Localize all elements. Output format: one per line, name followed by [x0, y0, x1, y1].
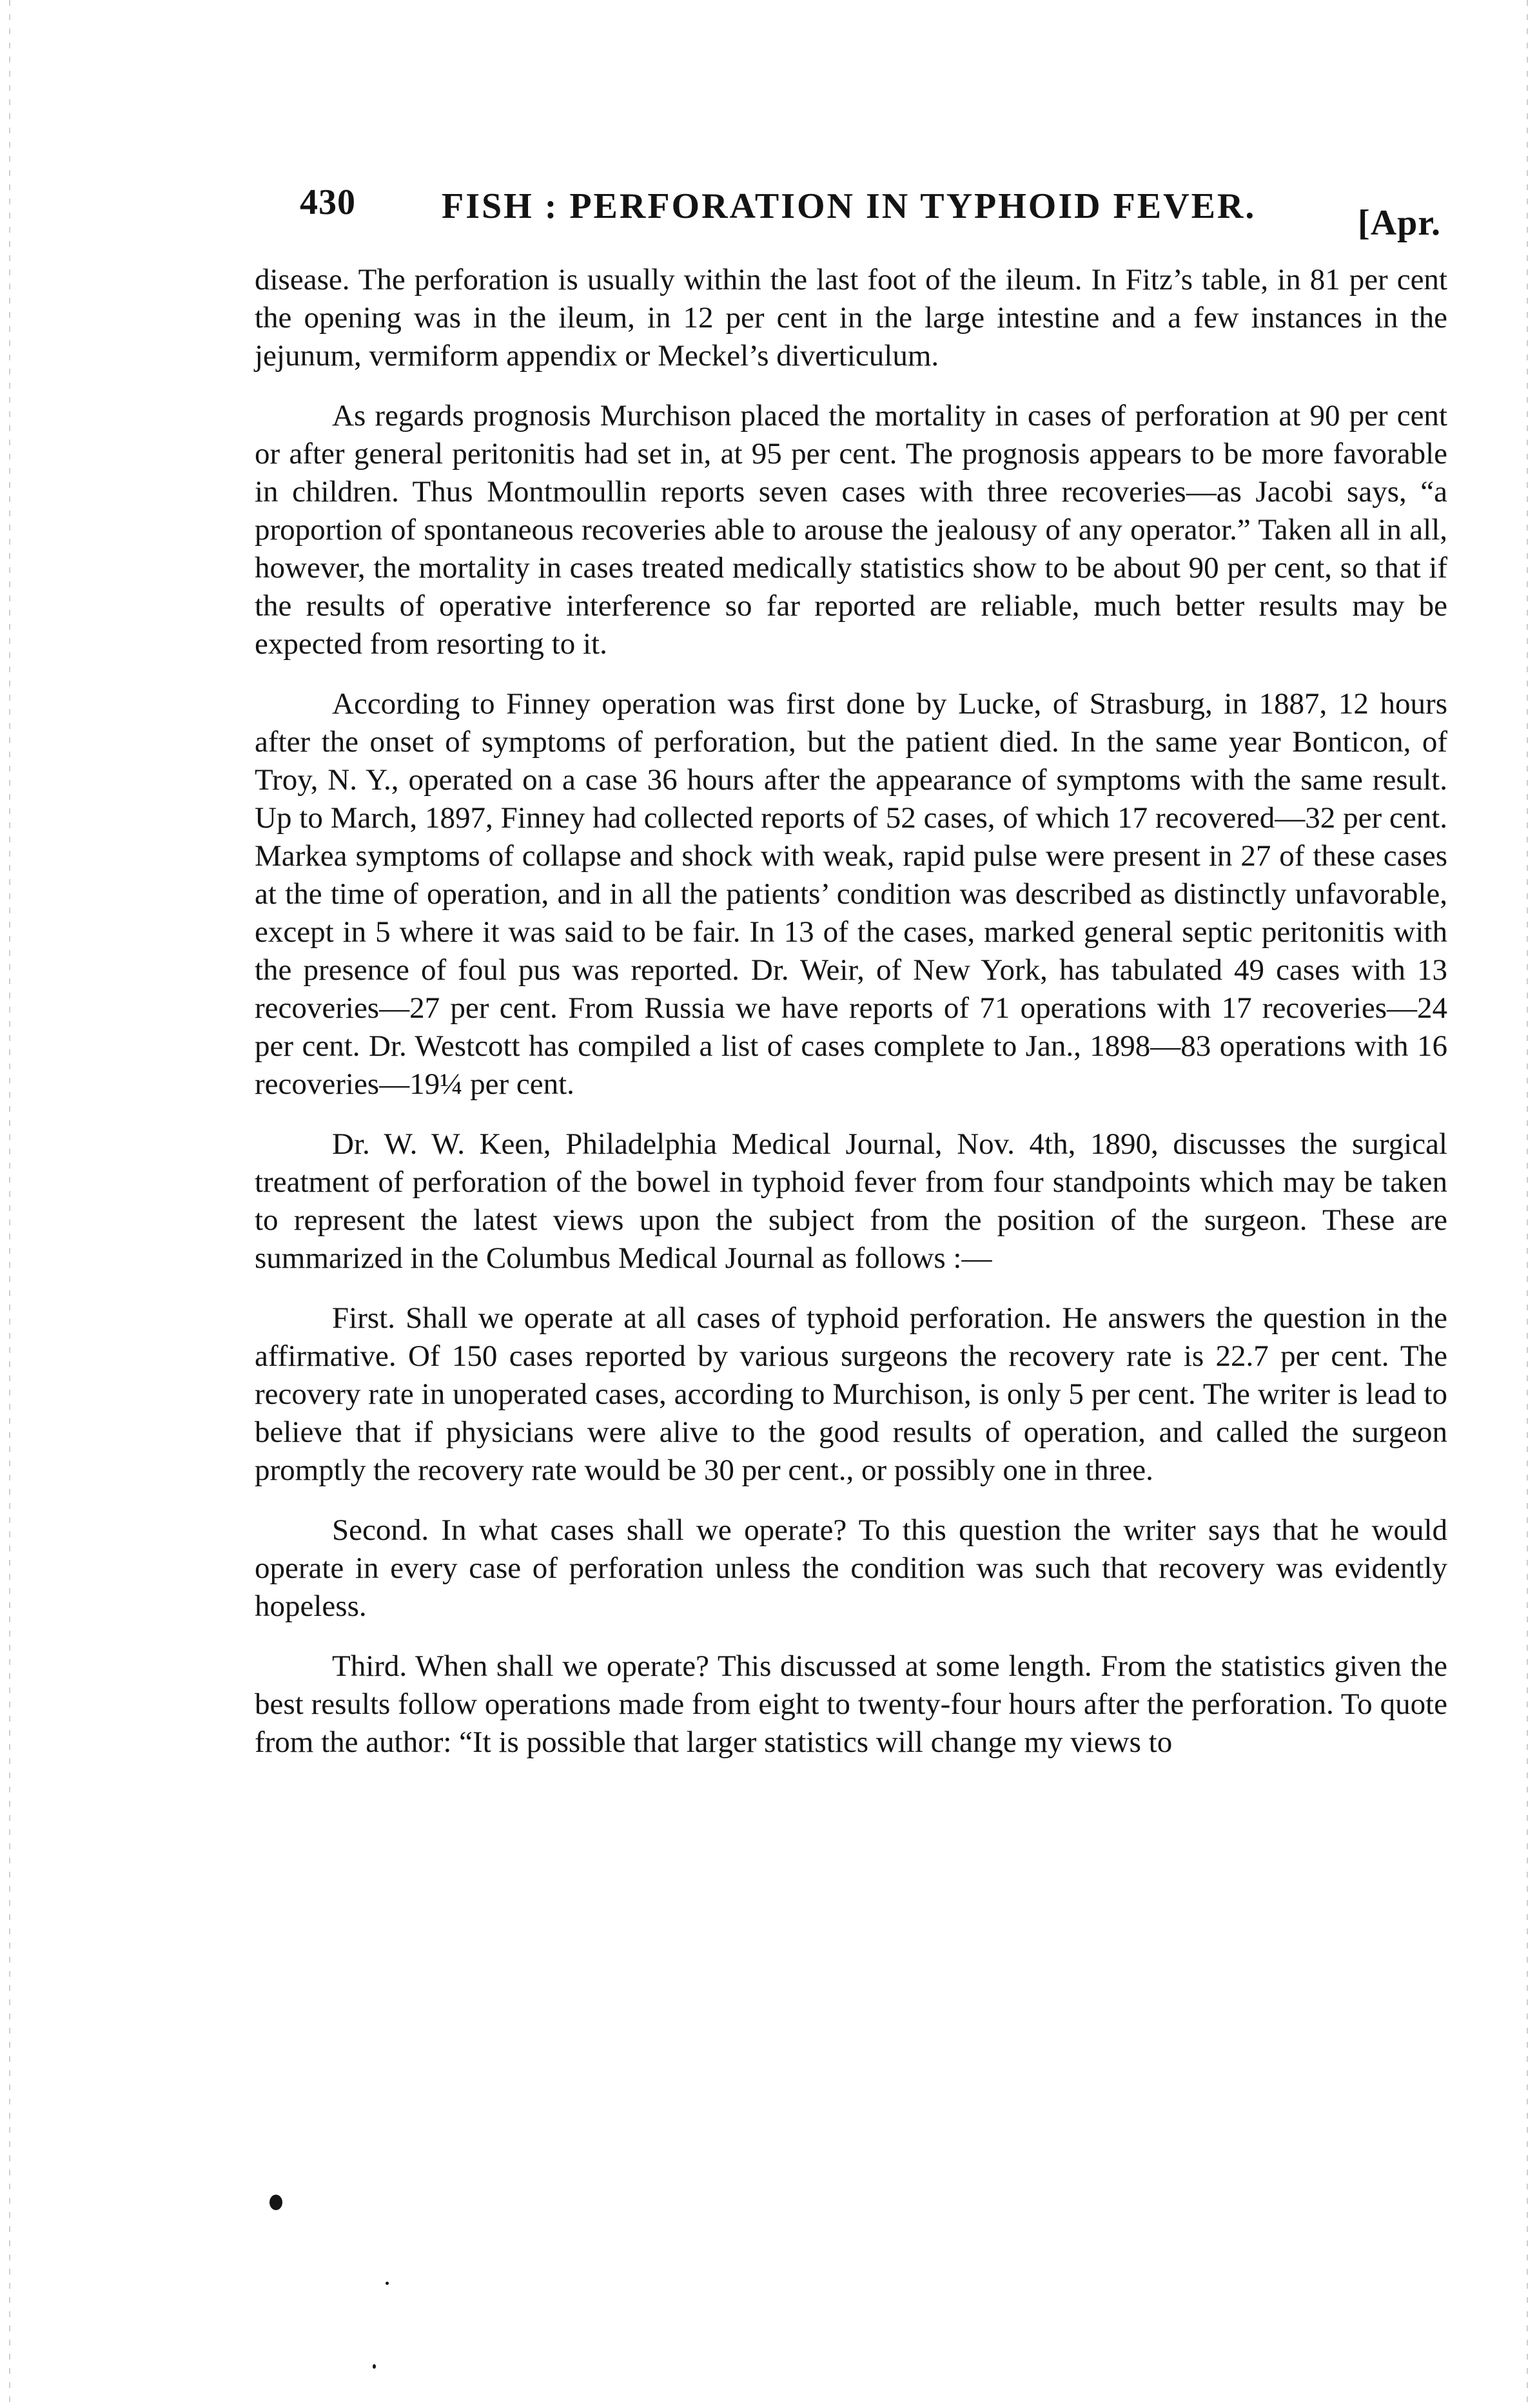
paragraph-first: First. Shall we operate at all cases of typhoid perforation. He answers the question in the affirmative. Of 150 cases reported by various surgeons the recovery rate is 22.7 per cent. The recovery rate in unoperated cases, according to Murchison, is only 5 per cent. The writer is lead to believe that if physicians were alive to the good results of operation, and called the surgeon promptly the recovery rate would be 30 per cent., or possibly one in three. [255, 1301, 1447, 1487]
running-month: [Apr. [1358, 203, 1441, 243]
ink-speck-mark [373, 2364, 376, 2369]
scan-edge-left [9, 0, 10, 2408]
paragraph-third: Third. When shall we operate? This discussed at some length. From the statistics given the best results follow operations made from eight to twenty-four hours after the perforation. To quote from the author: “It is possible that larger statistics will change my views to [255, 1649, 1447, 1759]
paragraph-finney: According to Finney operation was first done by Lucke, of Strasburg, in 1887, 12 hours after the onset of symptoms of perforation, but the patient died. In the same year Bonticon, of Troy, N. Y., operated on a case 36 hours after the appearance of symptoms with the same result. Up to March, 1897, Finney had collected reports of 52 cases, of which 17 recovered—32 per cent. Markea symptoms of collapse and shock with weak, rapid pulse were present in 27 of these cases at the time of operation, and in all the patients’ condition was described as distinctly unfavorable, except in 5 where it was said to be fair. In 13 of the cases, marked general septic peritonitis with the presence of foul pus was reported. Dr. Weir, of New York, has tabulated 49 cases with 13 recoveries—27 per cent. From Russia we have reports of 71 operations with 17 recoveries—24 per cent. Dr. Westcott has compiled a list of cases complete to Jan., 1898—83 operations with 16 recoveries—19¼ per cent. [255, 687, 1447, 1101]
ink-blot-mark [269, 2195, 282, 2210]
scan-edge-right [1527, 0, 1528, 2408]
paragraph-keen: Dr. W. W. Keen, Philadelphia Medical Journal, Nov. 4th, 1890, discusses the surgical treatment of perforation of the bowel in typhoid fever from four standpoints which may be taken to represent the latest views upon the subject from the position of the surgeon. These are summarized in the Columbus Medical Journal as follows :— [255, 1127, 1447, 1275]
article-body [255, 261, 1447, 1783]
paragraph-prognosis: As regards prognosis Murchison placed the mortality in cases of perforation at 90 per cent or after general peritonitis had set in, at 95 per cent. The prognosis appears to be more favorable in children. Thus Montmoullin reports seven cases with three recoveries—as Jacobi says, “a proportion of spontaneous recoveries able to arouse the jealousy of any operator.” Taken all in all, however, the mortality in cases treated medically statistics show to be about 90 per cent, so that if the results of operative interference so far reported are reliable, much better results may be expected from resorting to it. [255, 399, 1447, 661]
ink-speck-mark [386, 2282, 389, 2285]
page-header [300, 173, 1454, 243]
paragraph-second: Second. In what cases shall we operate? To this question the writer says that he would operate in every case of perforation unless the condition was such that recovery was evidently hopeless. [255, 1513, 1447, 1623]
running-title: FISH : PERFORATION IN TYPHOID FEVER. [442, 186, 1257, 226]
page-number: 430 [300, 182, 356, 222]
paragraph-continuation: disease. The perforation is usually within the last foot of the ileum. In Fitz’s table, in 81 per cent the opening was in the ileum, in 12 per cent in the large intestine and a few instances in the jejunum, vermiform appendix or Meckel’s diverticulum. [255, 263, 1447, 373]
